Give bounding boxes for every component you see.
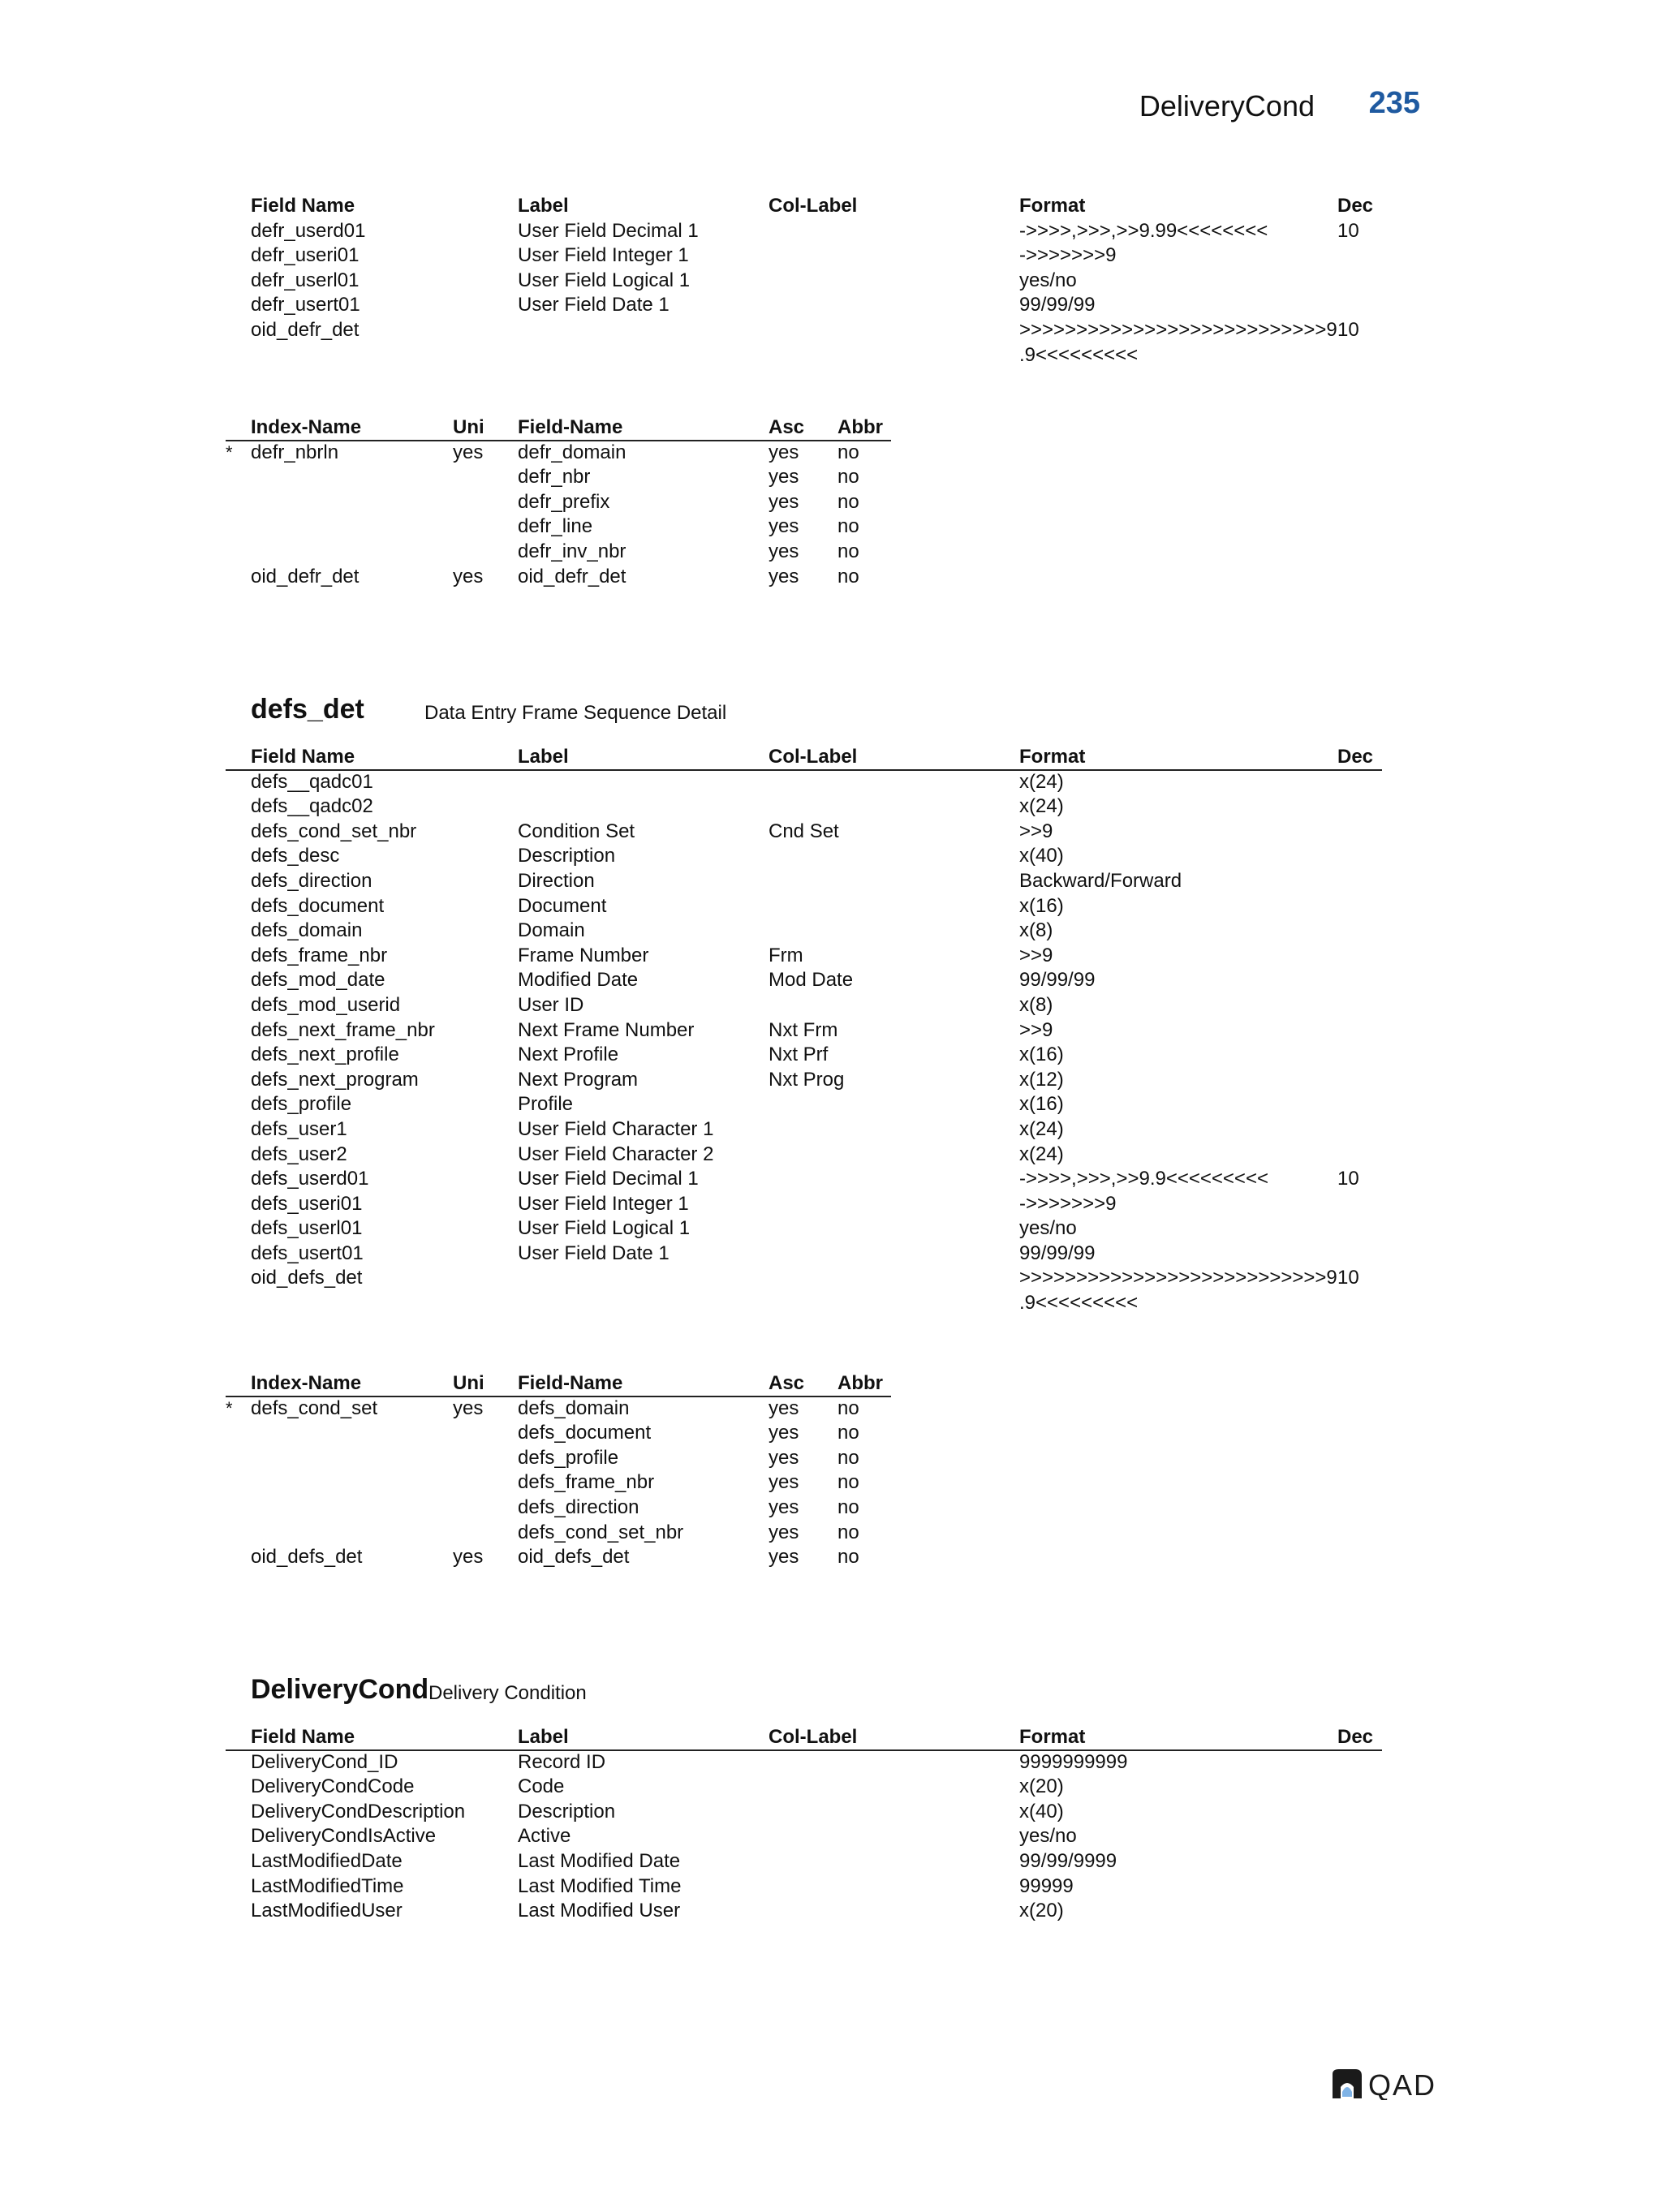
table-row: [0, 1874, 1662, 1900]
cell-asc: yes: [769, 1422, 799, 1444]
cell-field-name: oid_defs_det: [251, 1267, 363, 1289]
cell-format: x(24): [1019, 770, 1064, 793]
table-row: [0, 318, 1662, 343]
table-row: [0, 944, 1662, 969]
cell-label: Next Frame Number: [518, 1018, 695, 1041]
cell-format: >>9: [1019, 1018, 1053, 1041]
table-row: [0, 1470, 1662, 1495]
cell-label: Last Modified Date: [518, 1849, 681, 1872]
cell-field-name: defr_prefix: [518, 490, 610, 513]
cell-asc: yes: [769, 1396, 799, 1419]
cell-dec: 10: [1337, 318, 1359, 341]
cell-abbr: no: [837, 490, 859, 513]
cell-label: Next Program: [518, 1068, 639, 1091]
cell-field-name: LastModifiedUser: [251, 1900, 403, 1922]
header-uni: Uni: [453, 1372, 484, 1394]
cell-abbr: no: [837, 441, 859, 463]
cell-format: ->>>>,>>>,>>9.9<<<<<<<<<: [1019, 1168, 1268, 1190]
header-index-name: Index-Name: [251, 1372, 362, 1394]
cell-abbr: no: [837, 1546, 859, 1569]
table-row: [0, 1899, 1662, 1924]
table-row: [0, 465, 1662, 490]
table-row: [0, 968, 1662, 993]
cell-format: 99/99/99: [1019, 294, 1096, 316]
cell-format: x(16): [1019, 1044, 1064, 1066]
table-row: [0, 1117, 1662, 1143]
cell-field-name: defs_usert01: [251, 1242, 364, 1264]
table-body: [0, 219, 1662, 368]
table-row: [0, 293, 1662, 318]
qad-logo-text: QAD: [1368, 2068, 1437, 2100]
header-label: Label: [518, 1726, 569, 1748]
cell-format: 99/99/9999: [1019, 1849, 1117, 1872]
defr-index-table: [0, 415, 1662, 589]
cell-field-name: defs_document: [251, 894, 385, 917]
cell-label: Code: [518, 1775, 565, 1798]
table-header-row: [0, 194, 1662, 219]
table-row: [0, 770, 1662, 795]
table-row: [0, 243, 1662, 269]
table-row: [0, 1291, 1662, 1316]
cell-format: .9<<<<<<<<<: [1019, 343, 1139, 366]
header-field-name: Field-Name: [518, 1372, 623, 1394]
cell-label: Direction: [518, 869, 595, 892]
table-row: [0, 1167, 1662, 1192]
header-format: Format: [1019, 746, 1086, 768]
table-row: [0, 219, 1662, 244]
cell-col-label: Mod Date: [769, 969, 854, 992]
cell-asc: yes: [769, 1495, 799, 1518]
cell-format: .9<<<<<<<<<: [1019, 1292, 1139, 1315]
cell-label: Description: [518, 845, 616, 867]
cell-label: Last Modified User: [518, 1900, 681, 1922]
cell-label: User Field Date 1: [518, 1242, 670, 1264]
table-row: [0, 1242, 1662, 1267]
table-row: [0, 1043, 1662, 1068]
cell-field-name: oid_defr_det: [251, 318, 360, 341]
table-body: [0, 441, 1662, 590]
cell-field-name: defs_domain: [251, 919, 363, 942]
table-row: [0, 1216, 1662, 1242]
cell-format: x(40): [1019, 845, 1064, 867]
table-row: [0, 490, 1662, 515]
cell-field-name: defs_direction: [518, 1495, 639, 1518]
header-label: Label: [518, 746, 569, 768]
section-title: DeliveryCond: [251, 1674, 429, 1705]
header-abbr: Abbr: [837, 416, 883, 438]
table-row: [0, 1396, 1662, 1422]
cell-label: User Field Decimal 1: [518, 1168, 699, 1190]
cell-field-name: oid_defs_det: [518, 1546, 630, 1569]
cell-asc: yes: [769, 1446, 799, 1469]
cell-field-name: defs_userd01: [251, 1168, 369, 1190]
header-field-name: Field Name: [251, 195, 355, 217]
table-row: [0, 1495, 1662, 1521]
qad-logo-mark: [1331, 2068, 1448, 2100]
cell-field-name: defs_mod_userid: [251, 993, 401, 1016]
cell-field-name: defr_usert01: [251, 294, 360, 316]
table-row: [0, 1849, 1662, 1874]
cell-field-name: defs_frame_nbr: [518, 1471, 655, 1494]
header-col-label: Col-Label: [769, 195, 858, 217]
cell-uni: yes: [453, 565, 484, 587]
cell-asc: yes: [769, 466, 799, 488]
table-body: [0, 1750, 1662, 1924]
cell-field-name: oid_defr_det: [518, 565, 626, 587]
cell-label: User Field Character 1: [518, 1117, 714, 1140]
cell-asc: yes: [769, 1521, 799, 1543]
table-row: [0, 1521, 1662, 1546]
cell-label: Description: [518, 1800, 616, 1823]
section-description: Data Entry Frame Sequence Detail: [424, 702, 727, 724]
cell-format: ->>>>>>>9: [1019, 1192, 1117, 1215]
cell-asc: yes: [769, 540, 799, 562]
table-row: [0, 1446, 1662, 1471]
cell-label: User Field Character 2: [518, 1143, 714, 1165]
table-row: [0, 1143, 1662, 1168]
cell-format: yes/no: [1019, 1217, 1077, 1240]
defr-fields-table: [0, 194, 1662, 368]
cell-abbr: no: [837, 1521, 859, 1543]
table-row: [0, 1192, 1662, 1217]
cell-abbr: no: [837, 1471, 859, 1494]
table-row: [0, 794, 1662, 820]
cell-col-label: Nxt Frm: [769, 1018, 838, 1041]
cell-field-name: defs_next_program: [251, 1068, 419, 1091]
cell-format: x(12): [1019, 1068, 1064, 1091]
table-row: [0, 565, 1662, 590]
cell-label: User Field Integer 1: [518, 244, 689, 267]
table-row: [0, 1775, 1662, 1800]
table-row: [0, 1421, 1662, 1446]
cell-asc: yes: [769, 515, 799, 538]
cell-index-name: oid_defs_det: [251, 1546, 363, 1569]
header-dec: Dec: [1337, 195, 1374, 217]
cell-label: User Field Logical 1: [518, 1217, 691, 1240]
cell-field-name: defs_profile: [251, 1093, 352, 1116]
cell-field-name: defs_useri01: [251, 1192, 363, 1215]
cell-label: Next Profile: [518, 1044, 619, 1066]
cell-asc: yes: [769, 565, 799, 587]
table-row: [0, 441, 1662, 466]
cell-field-name: defs_userl01: [251, 1217, 363, 1240]
cell-label: User ID: [518, 993, 584, 1016]
cell-field-name: defs_direction: [251, 869, 372, 892]
page-header-title: DeliveryCond: [1139, 89, 1315, 123]
qad-logo: [1331, 2068, 1448, 2100]
cell-abbr: no: [837, 1446, 859, 1469]
cell-field-name: DeliveryCondDescription: [251, 1800, 466, 1823]
cell-label: User Field Integer 1: [518, 1192, 689, 1215]
table-row: [0, 1545, 1662, 1570]
cell-field-name: defr_nbr: [518, 466, 591, 488]
cell-field-name: DeliveryCondCode: [251, 1775, 415, 1798]
primary-index-marker: *: [226, 441, 233, 463]
cell-format: x(20): [1019, 1900, 1064, 1922]
cell-field-name: defs_cond_set_nbr: [251, 820, 417, 842]
table-row: [0, 869, 1662, 894]
header-label: Label: [518, 195, 569, 217]
cell-col-label: Nxt Prf: [769, 1044, 829, 1066]
table-row: [0, 1068, 1662, 1093]
table-row: [0, 1750, 1662, 1775]
cell-field-name: defs_profile: [518, 1446, 619, 1469]
cell-uni: yes: [453, 1396, 484, 1419]
cell-format: 99/99/99: [1019, 1242, 1096, 1264]
cell-format: x(24): [1019, 1143, 1064, 1165]
cell-abbr: no: [837, 1422, 859, 1444]
cell-field-name: defs_domain: [518, 1396, 630, 1419]
cell-col-label: Frm: [769, 944, 803, 966]
cell-format: Backward/Forward: [1019, 869, 1182, 892]
cell-format: 99/99/99: [1019, 969, 1096, 992]
section-title: defs_det: [251, 694, 364, 725]
cell-label: Frame Number: [518, 944, 649, 966]
header-col-label: Col-Label: [769, 1726, 858, 1748]
cell-field-name: defr_userl01: [251, 269, 360, 291]
table-row: [0, 269, 1662, 294]
cell-format: x(16): [1019, 1093, 1064, 1116]
cell-format: yes/no: [1019, 269, 1077, 291]
table-row: [0, 1092, 1662, 1117]
header-index-name: Index-Name: [251, 416, 362, 438]
header-format: Format: [1019, 1726, 1086, 1748]
cell-dec: 10: [1337, 1168, 1359, 1190]
cell-format: 99999: [1019, 1874, 1074, 1897]
cell-field-name: defs_cond_set_nbr: [518, 1521, 684, 1543]
cell-label: User Field Date 1: [518, 294, 670, 316]
cell-field-name: defs_next_frame_nbr: [251, 1018, 435, 1041]
page-number: 235: [1368, 86, 1420, 120]
cell-field-name: LastModifiedDate: [251, 1849, 403, 1872]
table-header-row: [0, 1371, 1662, 1396]
cell-format: x(16): [1019, 894, 1064, 917]
table-row: [0, 1266, 1662, 1291]
cell-dec: 10: [1337, 1267, 1359, 1289]
table-row: [0, 1800, 1662, 1825]
header-field-name: Field Name: [251, 746, 355, 768]
table-row: [0, 820, 1662, 845]
cell-abbr: no: [837, 565, 859, 587]
header-format: Format: [1019, 195, 1086, 217]
cell-uni: yes: [453, 441, 484, 463]
cell-format: x(8): [1019, 993, 1053, 1016]
cell-label: Condition Set: [518, 820, 635, 842]
cell-label: User Field Logical 1: [518, 269, 691, 291]
section-description: Delivery Condition: [428, 1682, 587, 1704]
table-row: [0, 540, 1662, 565]
cell-field-name: defs_document: [518, 1422, 652, 1444]
cell-format: ->>>>,>>>,>>9.99<<<<<<<<: [1019, 219, 1268, 242]
cell-field-name: defs_next_profile: [251, 1044, 399, 1066]
cell-label: Active: [518, 1825, 571, 1848]
cell-format: x(20): [1019, 1775, 1064, 1798]
table-body: [0, 770, 1662, 1316]
cell-field-name: defr_domain: [518, 441, 626, 463]
header-asc: Asc: [769, 1372, 805, 1394]
cell-dec: 10: [1337, 219, 1359, 242]
header-field-name: Field-Name: [518, 416, 623, 438]
cell-abbr: no: [837, 1396, 859, 1419]
header-uni: Uni: [453, 416, 484, 438]
cell-abbr: no: [837, 540, 859, 562]
cell-format: yes/no: [1019, 1825, 1077, 1848]
cell-format: 9999999999: [1019, 1750, 1128, 1773]
cell-label: User Field Decimal 1: [518, 219, 699, 242]
cell-format: >>9: [1019, 820, 1053, 842]
primary-index-marker: *: [226, 1397, 233, 1418]
cell-abbr: no: [837, 515, 859, 538]
cell-format: x(24): [1019, 795, 1064, 818]
cell-format: ->>>>>>>9: [1019, 244, 1117, 267]
cell-asc: yes: [769, 441, 799, 463]
table-row: [0, 514, 1662, 540]
table-header-row: [0, 745, 1662, 770]
cell-field-name: DeliveryCondIsActive: [251, 1825, 437, 1848]
table-row: [0, 919, 1662, 944]
cell-field-name: defs__qadc01: [251, 770, 373, 793]
table-row: [0, 1824, 1662, 1849]
cell-field-name: defs_mod_date: [251, 969, 385, 992]
cell-field-name: defs__qadc02: [251, 795, 373, 818]
header-dec: Dec: [1337, 746, 1374, 768]
cell-field-name: defs_frame_nbr: [251, 944, 388, 966]
cell-label: Record ID: [518, 1750, 606, 1773]
cell-field-name: defs_user1: [251, 1117, 347, 1140]
table-row: [0, 993, 1662, 1018]
cell-index-name: defr_nbrln: [251, 441, 339, 463]
cell-col-label: Cnd Set: [769, 820, 839, 842]
cell-format: >>9: [1019, 944, 1053, 966]
cell-index-name: defs_cond_set: [251, 1396, 378, 1419]
table-row: [0, 844, 1662, 869]
cell-field-name: DeliveryCond_ID: [251, 1750, 398, 1773]
cell-field-name: LastModifiedTime: [251, 1874, 404, 1897]
cell-asc: yes: [769, 490, 799, 513]
table-row: [0, 343, 1662, 368]
header-asc: Asc: [769, 416, 805, 438]
table-header-row: [0, 1725, 1662, 1750]
delivery-fields-table: [0, 1725, 1662, 1924]
cell-uni: yes: [453, 1546, 484, 1569]
cell-field-name: defs_desc: [251, 845, 340, 867]
cell-field-name: defr_userd01: [251, 219, 366, 242]
header-abbr: Abbr: [837, 1372, 883, 1394]
cell-label: Document: [518, 894, 607, 917]
cell-field-name: defs_user2: [251, 1143, 347, 1165]
cell-asc: yes: [769, 1546, 799, 1569]
cell-format: >>>>>>>>>>>>>>>>>>>>>>>>>>>9: [1019, 1267, 1337, 1289]
header-dec: Dec: [1337, 1726, 1374, 1748]
table-body: [0, 1396, 1662, 1570]
cell-format: x(40): [1019, 1800, 1064, 1823]
cell-abbr: no: [837, 1495, 859, 1518]
cell-abbr: no: [837, 466, 859, 488]
table-row: [0, 1018, 1662, 1044]
header-col-label: Col-Label: [769, 746, 858, 768]
cell-field-name: defr_inv_nbr: [518, 540, 626, 562]
defs-fields-table: [0, 745, 1662, 1316]
cell-col-label: Nxt Prog: [769, 1068, 845, 1091]
cell-format: x(8): [1019, 919, 1053, 942]
table-header-row: [0, 415, 1662, 441]
cell-label: Domain: [518, 919, 585, 942]
header-field-name: Field Name: [251, 1726, 355, 1748]
cell-label: Modified Date: [518, 969, 639, 992]
cell-asc: yes: [769, 1471, 799, 1494]
cell-label: Profile: [518, 1093, 574, 1116]
table-row: [0, 894, 1662, 919]
defs-index-table: [0, 1371, 1662, 1570]
cell-field-name: defr_line: [518, 515, 593, 538]
cell-index-name: oid_defr_det: [251, 565, 360, 587]
cell-field-name: defr_useri01: [251, 244, 360, 267]
cell-label: Last Modified Time: [518, 1874, 682, 1897]
cell-format: >>>>>>>>>>>>>>>>>>>>>>>>>>>9: [1019, 318, 1337, 341]
cell-format: x(24): [1019, 1117, 1064, 1140]
